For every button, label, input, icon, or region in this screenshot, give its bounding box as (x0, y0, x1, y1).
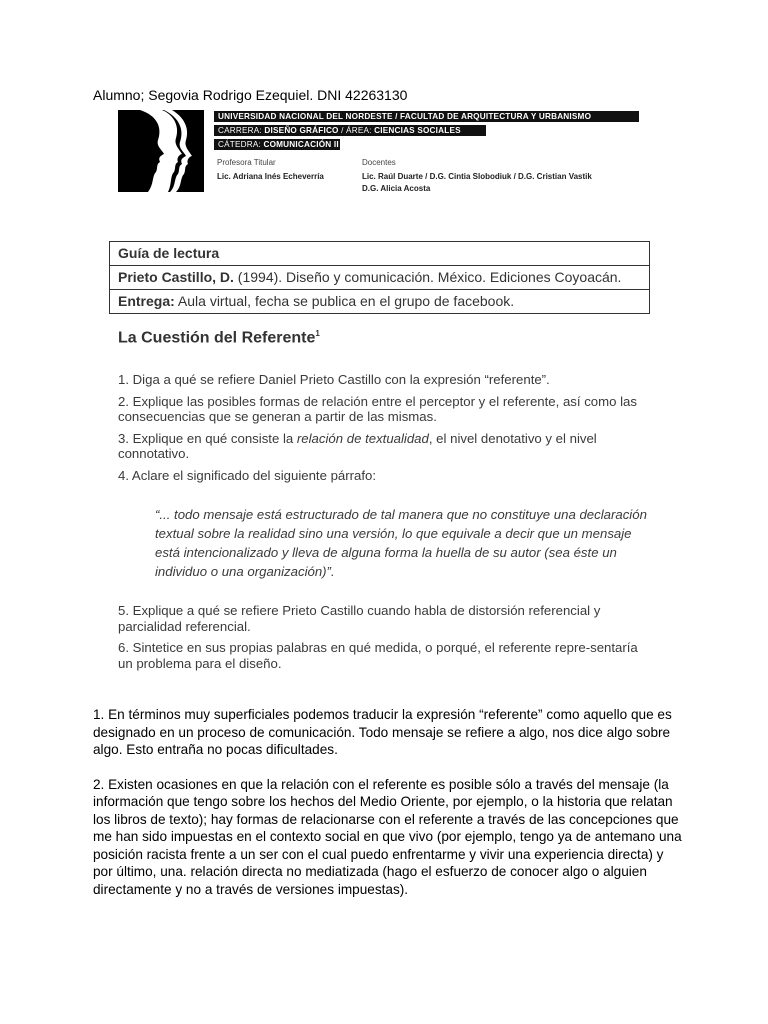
question-6: 6. Sintetice en sus propias palabras en qué medida, o porqué, el referente repre-sentaría un problema para el diseño. (118, 640, 638, 671)
section-title (118, 329, 320, 347)
docentes-line-2: D.G. Alicia Acosta (362, 184, 431, 193)
questions-list (118, 372, 652, 677)
section-title-text: La Cuestión del Referente (118, 329, 316, 347)
area-value: CIENCIAS SOCIALES (374, 126, 461, 135)
guide-title: Guía de lectura (118, 245, 220, 261)
delivery-rest: Aula virtual, fecha se publica en el grupo de facebook. (174, 293, 515, 309)
university-banner: UNIVERSIDAD NACIONAL DEL NORDESTE / FACULTAD DE ARQUITECTURA Y URBANISMO (214, 111, 639, 122)
question-3-em: relación de textualidad (296, 430, 429, 446)
question-1: 1. Diga a qué se refiere Daniel Prieto Castillo con la expresión “referente”. (118, 372, 550, 387)
reading-guide-table (109, 241, 650, 314)
reference-rest: (1994). Diseño y comunicación. México. Ediciones Coyoacán. (233, 269, 622, 285)
docentes-line-1: Lic. Raúl Duarte / D.G. Cintia Slobodiuk / D.G. Cristian Vastik (362, 172, 592, 181)
university-logo (118, 110, 204, 192)
student-line: Alumno; Segovia Rodrigo Ezequiel. DNI 42263130 (93, 87, 408, 103)
answer-2: 2. Existen ocasiones en que la relación con el referente es posible sólo a través del mensaje (la información que tengo sobre los hechos del Medio Oriente, por ejemplo, o la historia que relatan los libros de texto); hay formas de relacionarse con el referente a través de las concepciones que me han sido impuestas en el contexto social en que vivo (por ejemplo, tengo ya de antemano una posición racista frente a un ser con el cual puedo enfrentarme y vivir una experiencia directa) y por último, una. relación directa no mediatizada (hago el esfuerzo de conocer algo o alguien directamente y no a través de versiones impuestas). (93, 776, 682, 897)
catedra-banner (214, 139, 340, 150)
docentes-label: Docentes (362, 158, 396, 167)
footnote-marker: 1 (315, 329, 320, 338)
question-5: 5. Explique a qué se refiere Prieto Castillo cuando habla de distorsión referencial y parcialidad referencial. (118, 603, 601, 634)
quoted-paragraph: “... todo mensaje está estructurado de tal manera que no constituye una declaración textual sobre la realidad sino una versión, lo que equivale a decir que un mensaje está intencionalizado y lleva de alguna forma la huella de su autor (sea éste un individuo o una organización)”. (155, 507, 647, 579)
titular-name: Lic. Adriana Inés Echeverría (217, 172, 324, 181)
catedra-value: COMUNICACIÓN II (263, 140, 339, 149)
question-3-b: , el nivel denotativo y el nivel connotativo. (118, 430, 597, 461)
question-2: 2. Explique las posibles formas de relación entre el perceptor y el referente, así como las consecuencias que se generan a partir de las mismas. (118, 393, 637, 424)
guide-delivery-row (110, 290, 649, 313)
titular-label: Profesora Titular (217, 158, 276, 167)
faces-logo-icon (118, 110, 204, 192)
delivery-label: Entrega: (118, 293, 175, 309)
answer-1: 1. En términos muy superficiales podemos traducir la expresión “referente” como aquello que es designado en un proceso de comunicación. Todo mensaje se refiere a algo, nos dice algo sobre algo. Esto entraña no pocas dificultades. (93, 707, 672, 757)
guide-reference-row (110, 266, 649, 290)
carrera-label: CARRERA: (218, 126, 262, 135)
carrera-banner (214, 125, 486, 136)
question-3-a: 3. Explique en qué consiste la (118, 430, 297, 446)
question-3 (118, 431, 652, 462)
area-label: / ÁREA: (341, 126, 372, 135)
guide-title-row (110, 242, 649, 266)
catedra-label: CÁTEDRA: (218, 140, 261, 149)
carrera-value: DISEÑO GRÁFICO (264, 126, 339, 135)
answers-section (93, 706, 683, 915)
question-4: 4. Aclare el significado del siguiente párrafo: (118, 467, 377, 483)
reference-author: Prieto Castillo, D. (118, 269, 234, 285)
